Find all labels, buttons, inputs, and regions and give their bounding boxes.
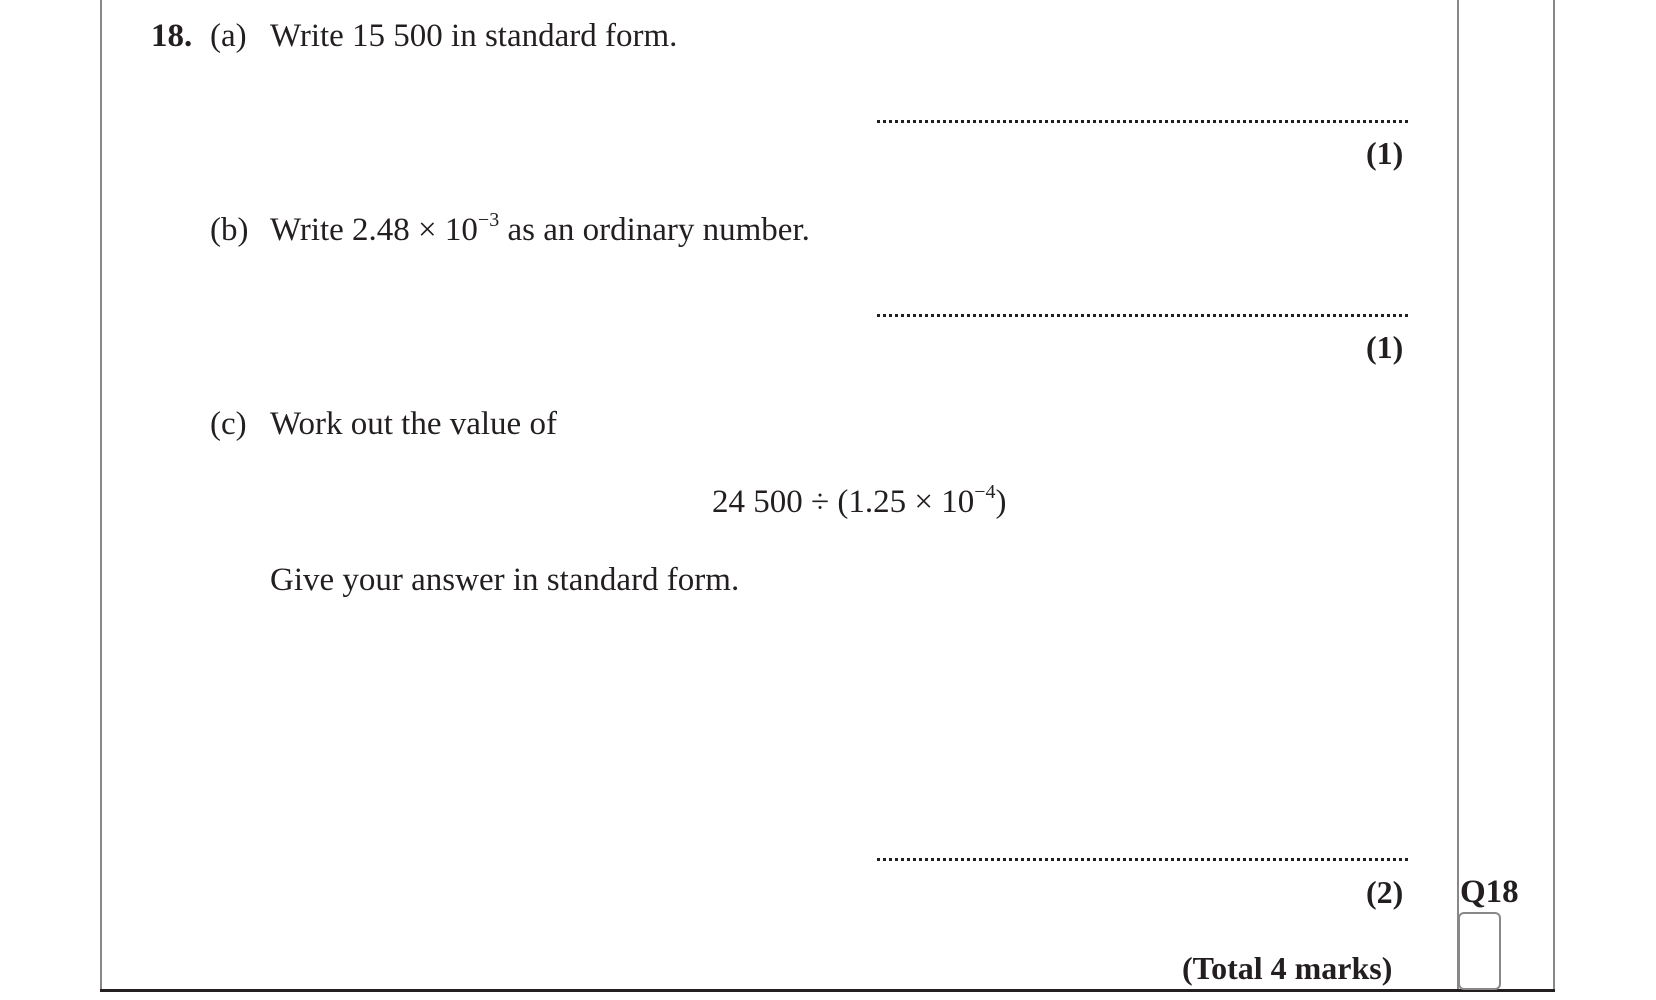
margin-question-label: Q18	[1460, 874, 1519, 910]
part-c-expression-after: )	[995, 484, 1007, 520]
part-c-expression-before: 24 500 ÷ (1.25 × 10	[712, 484, 975, 520]
part-c-expression	[712, 482, 1007, 522]
part-c-marks: (2)	[1366, 874, 1404, 910]
part-c-label: (c)	[210, 406, 247, 442]
outer-border	[1553, 0, 1555, 992]
part-b-text	[270, 210, 810, 250]
part-a-text: Write 15 500 in standard form.	[270, 18, 678, 54]
part-a-label: (a)	[210, 18, 247, 54]
part-b-exponent: −3	[477, 209, 500, 231]
left-border	[100, 0, 102, 992]
total-marks: (Total 4 marks)	[1182, 950, 1393, 986]
right-margin-border	[1457, 0, 1459, 992]
part-b-answer-line[interactable]	[877, 314, 1408, 317]
part-a-answer-line[interactable]	[877, 120, 1408, 123]
part-c-instruction: Give your answer in standard form.	[270, 562, 740, 598]
part-a-marks: (1)	[1366, 135, 1404, 171]
part-b-label: (b)	[210, 212, 249, 248]
part-b-text-before: Write 2.48 × 10	[270, 212, 478, 248]
part-c-answer-line[interactable]	[877, 858, 1408, 861]
bottom-rule	[100, 989, 1555, 992]
part-b-marks: (1)	[1366, 329, 1404, 365]
part-c-expression-exponent: −4	[974, 481, 996, 503]
examiner-mark-box	[1458, 912, 1501, 990]
part-c-text: Work out the value of	[270, 406, 557, 442]
question-number: 18.	[151, 18, 193, 54]
part-b-text-after: as an ordinary number.	[499, 212, 810, 248]
